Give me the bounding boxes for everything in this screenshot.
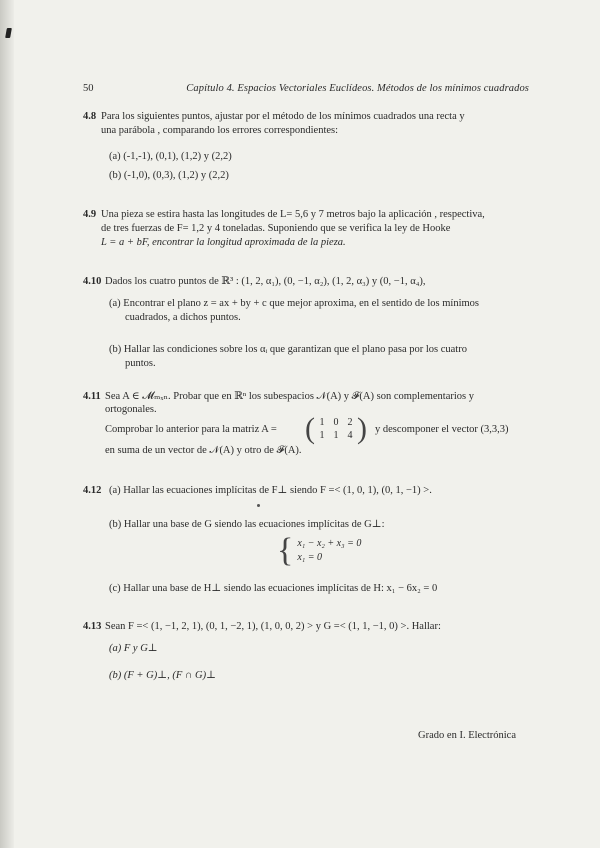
system-lines [297,537,361,565]
equation: x₁ = 0 [297,552,322,563]
exercise-text-line: Comprobar lo anterior para la matriz A = [105,424,277,435]
item-a: (a) F y G⊥ [109,643,158,654]
right-paren: ) [357,412,367,445]
item-b-continuation: puntos. [125,358,156,369]
matrix-grid [315,416,357,442]
matrix-a [305,414,367,444]
item-b: (b) Hallar una base de G siendo las ecuaciones implícitas de G⊥: [109,519,385,530]
exercise-number: 4.11 [83,391,101,402]
item-b: (b) Hallar las condiciones sobre los αᵢ que garantizan que el plano pasa por los cuatro [109,344,467,355]
item-a-continuation: cuadrados, a dichos puntos. [125,312,241,323]
matrix-entry: 0 [333,417,339,428]
matrix-entry: 1 [319,430,325,441]
exercise-text-line: ortogonales. [105,404,157,415]
stray-mark [257,504,260,507]
matrix-entry: 4 [347,430,353,441]
exercise-number: 4.12 [83,485,102,496]
page-footer: Grado en I. Electrónica [418,730,516,741]
left-brace: { [277,532,294,569]
page-edge-shadow [0,0,14,848]
equation-system [277,532,362,569]
exercise-text-line: y descomponer el vector (3,3,3) [375,424,509,435]
matrix-entry: 2 [347,417,353,428]
item-a: (a) Encontrar el plano z = ax + by + c que mejor aproxima, en el sentido de los mínimos [109,298,479,309]
exercise-number: 4.9 [83,209,97,220]
page-header [83,83,529,99]
equation: x₁ − x₂ + x₃ = 0 [297,538,362,549]
matrix-entry: 1 [333,430,339,441]
exercise-number: 4.10 [83,276,102,287]
page-number: 50 [83,83,94,94]
exercise-number: 4.8 [83,111,97,122]
item-a: (a) Hallar las ecuaciones implícitas de F⊥ siendo F =< (1, 0, 1), (0, 1, −1) >. [109,485,432,496]
exercise-text-line: Para los siguientes puntos, ajustar por el método de los mínimos cuadrados una recta y [101,111,465,122]
exercise-text-line: en suma de un vector de 𝒩(A) y otro de 𝓕(A). [105,445,302,456]
item-c: (c) Hallar una base de H⊥ siendo las ecuaciones implícitas de H: x₁ − 6x₂ = 0 [109,583,438,594]
item-b: (b) (F + G)⊥, (F ∩ G)⊥ [109,670,217,681]
exercise-text-line: Una pieza se estira hasta las longitudes de L= 5,6 y 7 metros bajo la aplicación , respectiva, [101,209,485,220]
exercise-text-line: una parábola , comparando los errores correspondientes: [101,125,339,136]
exercise-text-line: Sea A ∈ 𝓜ₘₓₙ. Probar que en ℝⁿ los subespacios 𝒩(A) y 𝓕(A) son complementarios y [105,391,475,402]
matrix-entry: 1 [319,417,325,428]
exercise-number: 4.13 [83,621,102,632]
exercise-text-line: de tres fuerzas de F= 1,2 y 4 toneladas. Suponiendo que se verifica la ley de Hooke [101,223,451,234]
exercise-text-line: Dados los cuatro puntos de ℝ³ : (1, 2, α₁), (0, −1, α₂), (1, 2, α₃) y (0, −1, α₄), [105,276,426,287]
item-a: (a) (-1,-1), (0,1), (1,2) y (2,2) [109,151,232,162]
left-paren: ( [305,412,315,445]
running-head: Capítulo 4. Espacios Vectoriales Euclídeos. Métodos de los mínimos cuadrados [186,83,529,94]
exercise-text-line: L = a + bF, encontrar la longitud aproximada de la pieza. [101,237,346,248]
item-b: (b) (-1,0), (0,3), (1,2) y (2,2) [109,170,229,181]
exercise-text-line: Sean F =< (1, −1, 2, 1), (0, 1, −2, 1), (1, 0, 0, 2) > y G =< (1, 1, −1, 0) >. Hallar: [105,621,441,632]
